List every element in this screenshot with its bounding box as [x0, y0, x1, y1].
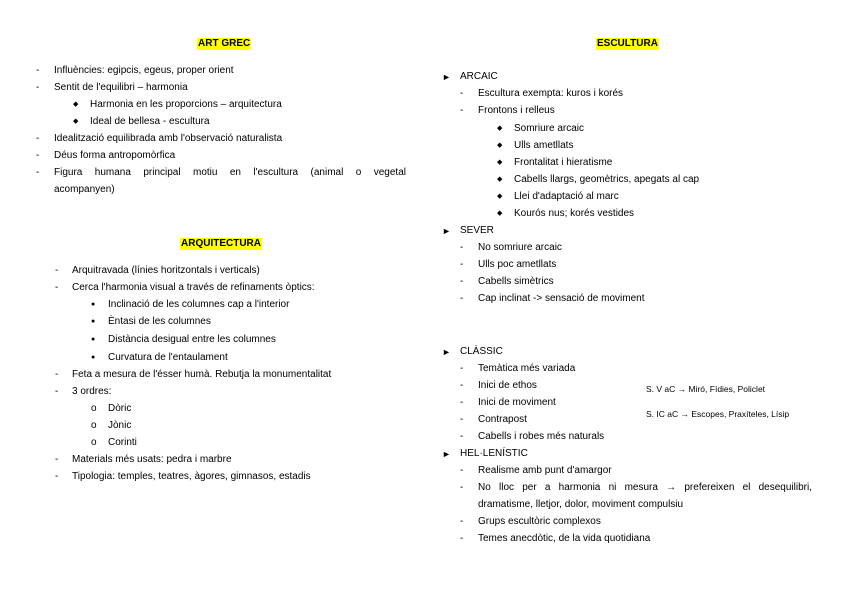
hellenistic-item-continuation: dramatisme, lletjor, dolor, moviment compulsiu: [478, 499, 684, 510]
dash-marker: -: [460, 259, 464, 270]
arquitectura-subitem: Curvatura de l'entaulament: [108, 352, 228, 363]
arquitectura-item: Tipologia: temples, teatres, àgores, gimnasos, estadis: [72, 471, 311, 482]
arquitectura-item: 3 ordres:: [72, 386, 112, 397]
art-grec-item: Sentit de l'equilibri – harmonia: [54, 82, 188, 93]
triangle-bullet-icon: ►: [442, 449, 451, 459]
dash-marker: -: [460, 380, 464, 391]
order-item: Dòric: [108, 403, 132, 414]
diamond-bullet-icon: ◆: [497, 210, 503, 217]
arcaic-subitem: Frontalitat i hieratisme: [514, 157, 613, 168]
diamond-bullet-icon: ◆: [497, 125, 503, 132]
arquitectura-item: Cerca l'harmonia visual a través de refinaments òptics:: [72, 282, 315, 293]
dash-marker: -: [460, 533, 464, 544]
dash-marker: -: [36, 82, 40, 93]
dot-bullet-icon: ●: [91, 336, 96, 343]
arcaic-subitem: Kourós nus; korés vestides: [514, 208, 635, 219]
order-item: Jònic: [108, 420, 132, 431]
dash-marker: -: [460, 414, 464, 425]
arquitectura-item: Arquitravada (línies horitzontals i verticals): [72, 265, 260, 276]
dash-marker: -: [36, 150, 40, 161]
dash-marker: -: [55, 386, 59, 397]
arcaic-subitem: Cabells llargs, geomètrics, apegats al cap: [514, 174, 700, 185]
dash-marker: -: [460, 397, 464, 408]
dash-marker: -: [460, 293, 464, 304]
dash-marker: -: [36, 133, 40, 144]
art-grec-heading: ART GREC: [198, 38, 251, 49]
dash-marker: -: [460, 105, 464, 116]
dash-marker: -: [55, 265, 59, 276]
dash-marker: -: [55, 471, 59, 482]
dot-bullet-icon: ●: [91, 354, 96, 361]
diamond-bullet-icon: ◆: [73, 101, 79, 108]
arcaic-subitem: Ulls ametllats: [514, 140, 574, 151]
arquitectura-subitem: Distància desigual entre les columnes: [108, 334, 276, 345]
sever-item: Cap inclinat -> sensació de moviment: [478, 293, 645, 304]
arquitectura-item: Feta a mesura de l'ésser humà. Rebutja la monumentalitat: [72, 369, 332, 380]
classic-item: Cabells i robes més naturals: [478, 431, 605, 442]
dash-marker: -: [460, 242, 464, 253]
classic-item: Temàtica més variada: [478, 363, 576, 374]
dash-marker: -: [460, 88, 464, 99]
dash-marker: -: [460, 276, 464, 287]
art-grec-item: Figura humana principal motiu en l'escultura (animal o vegetal: [54, 167, 406, 178]
dash-marker: -: [55, 454, 59, 465]
period-title-hellenistic: HEL·LENÍSTIC: [460, 448, 528, 459]
classic-note: S. IC aC → Escopes, Praxíteles, Lísip: [646, 409, 790, 419]
diamond-bullet-icon: ◆: [497, 142, 503, 149]
period-title-arcaic: ARCAIC: [460, 71, 498, 82]
art-grec-subitem: Ideal de bellesa - escultura: [90, 116, 210, 127]
triangle-bullet-icon: ►: [442, 347, 451, 357]
sever-item: No somriure arcaic: [478, 242, 562, 253]
art-grec-item-continuation: acompanyen): [54, 184, 115, 195]
escultura-heading: ESCULTURA: [597, 38, 658, 49]
dot-bullet-icon: ●: [91, 318, 96, 325]
arquitectura-item: Materials més usats: pedra i marbre: [72, 454, 232, 465]
hellenistic-item: Temes anecdòtic, de la vida quotidiana: [478, 533, 651, 544]
dash-marker: -: [36, 65, 40, 76]
classic-item: Contrapost: [478, 414, 527, 425]
period-title-sever: SEVER: [460, 225, 494, 236]
sever-item: Cabells simètrics: [478, 276, 554, 287]
order-item: Corinti: [108, 437, 137, 448]
diamond-bullet-icon: ◆: [497, 176, 503, 183]
dash-marker: -: [55, 282, 59, 293]
art-grec-item: Influències: egipcis, egeus, proper orient: [54, 65, 234, 76]
triangle-bullet-icon: ►: [442, 226, 451, 236]
triangle-bullet-icon: ►: [442, 72, 451, 82]
arquitectura-heading: ARQUITECTURA: [181, 238, 261, 249]
arcaic-item: Escultura exempta: kuros i korés: [478, 88, 624, 99]
circle-bullet-icon: o: [91, 420, 97, 431]
art-grec-item: Idealització equilibrada amb l'observació naturalista: [54, 133, 283, 144]
hellenistic-item: Grups escultòric complexos: [478, 516, 601, 527]
dash-marker: -: [460, 465, 464, 476]
classic-note: S. V aC → Miró, Fídies, Policlet: [646, 384, 766, 394]
arcaic-item: Frontons i relleus: [478, 105, 555, 116]
circle-bullet-icon: o: [91, 437, 97, 448]
sever-item: Ulls poc ametllats: [478, 259, 557, 270]
dash-marker: -: [460, 516, 464, 527]
dash-marker: -: [460, 363, 464, 374]
hellenistic-item: No lloc per a harmonia ni mesura → prefereixen el desequilibri,: [478, 482, 812, 493]
dot-bullet-icon: ●: [91, 301, 96, 308]
dash-marker: -: [460, 431, 464, 442]
dash-marker: -: [36, 167, 40, 178]
arquitectura-subitem: Inclinació de les columnes cap a l'interior: [108, 299, 290, 310]
arquitectura-subitem: Èntasi de les columnes: [108, 316, 211, 327]
circle-bullet-icon: o: [91, 403, 97, 414]
dash-marker: -: [460, 482, 464, 493]
hellenistic-item: Realisme amb punt d'amargor: [478, 465, 612, 476]
classic-item: Inici de ethos: [478, 380, 537, 391]
diamond-bullet-icon: ◆: [73, 118, 79, 125]
art-grec-item: Déus forma antropomòrfica: [54, 150, 176, 161]
diamond-bullet-icon: ◆: [497, 159, 503, 166]
classic-item: Inici de moviment: [478, 397, 556, 408]
arcaic-subitem: Somriure arcaic: [514, 123, 585, 134]
art-grec-subitem: Harmonia en les proporcions – arquitectura: [90, 99, 282, 110]
diamond-bullet-icon: ◆: [497, 193, 503, 200]
period-title-classic: CLÀSSIC: [460, 346, 503, 357]
dash-marker: -: [55, 369, 59, 380]
arcaic-subitem: Llei d'adaptació al marc: [514, 191, 619, 202]
